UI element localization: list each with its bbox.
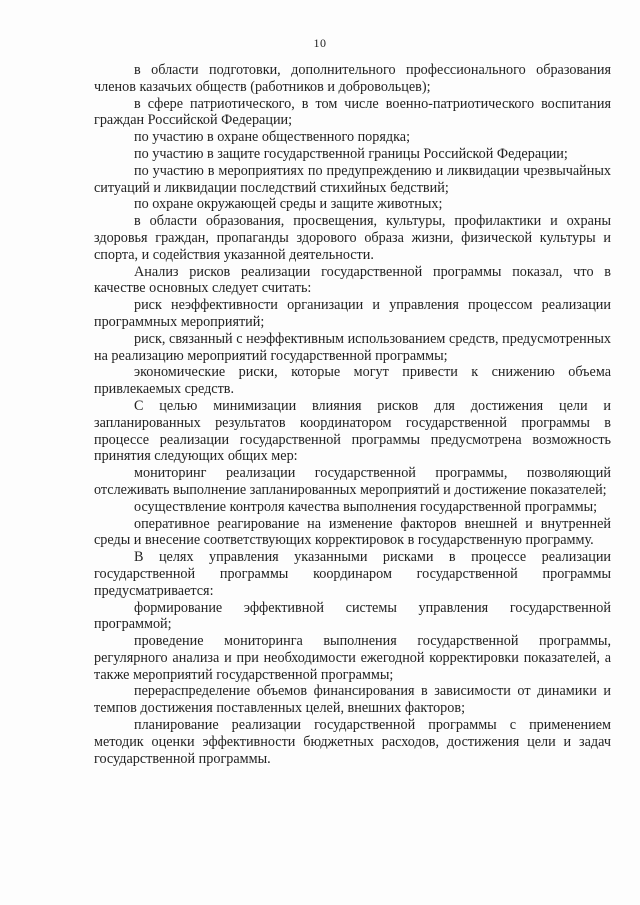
paragraph: С целью минимизации влияния рисков для достижения цели и запланированных результатов координатором государственной программы в процессе реализации государственной программы предусмотрена возможность принятия следующих общих мер: [94, 397, 611, 465]
paragraph: риск неэффективности организации и управления процессом реализации программных мероприятий; [94, 297, 611, 330]
paragraph: перераспределение объемов финансирования в зависимости от динамики и темпов достижения поставленных целей, внешних факторов; [94, 683, 611, 717]
paragraph: планирование реализации государственной программы с применением методик оценки эффективности бюджетных расходов, достижения цели и задач государственной программы. [94, 717, 611, 767]
paragraph: проведение мониторинга выполнения государственной программы, регулярного анализа и при необходимости ежегодной корректировки показателей, а также мероприятий государственной программы; [94, 633, 611, 683]
paragraph: в области подготовки, дополнительного профессионального образования членов казачьих обществ (работников и добровольцев); [94, 62, 611, 95]
paragraph: по участию в защите государственной границы Российской Федерации; [134, 145, 568, 162]
paragraph: по участию в охране общественного порядка; [134, 129, 411, 146]
page-number: 10 [313, 36, 327, 50]
paragraph: по охране окружающей среды и защите животных; [134, 196, 443, 213]
paragraph: мониторинг реализации государственной программы, позволяющий отслеживать выполнение запланированных мероприятий и достижение показателей; [94, 465, 611, 498]
paragraph: В целях управления указанными рисками в процессе реализации государственной программы координаром государственной программы предусматривается: [94, 549, 611, 599]
paragraph: по участию в мероприятиях по предупреждению и ликвидации чрезвычайных ситуаций и ликвидации последствий стихийных бедствий; [94, 162, 611, 196]
paragraph: риск, связанный с неэффективным использованием средств, предусмотренных на реализацию мероприятий государственной программы; [94, 330, 611, 364]
paragraph: формирование эффективной системы управления государственной программой; [94, 599, 611, 633]
document-body [94, 62, 611, 767]
paragraph: экономические риски, которые могут привести к снижению объема привлекаемых средств. [94, 364, 611, 398]
paragraph: оперативное реагирование на изменение факторов внешней и внутренней среды и внесение соответствующих корректировок в государственную программу. [94, 515, 611, 549]
paragraph: Анализ рисков реализации государственной программы показал, что в качестве основных следует считать: [94, 263, 611, 297]
paragraph: в сфере патриотического, в том числе военно-патриотического воспитания граждан Российской Федерации; [94, 95, 611, 129]
paragraph: осуществление контроля качества выполнения государственной программы; [134, 498, 598, 515]
paragraph: в области образования, просвещения, культуры, профилактики и охраны здоровья граждан, пропаганды здорового образа жизни, физической культуры и спорта, и содействия указанной деятельности. [94, 213, 611, 263]
